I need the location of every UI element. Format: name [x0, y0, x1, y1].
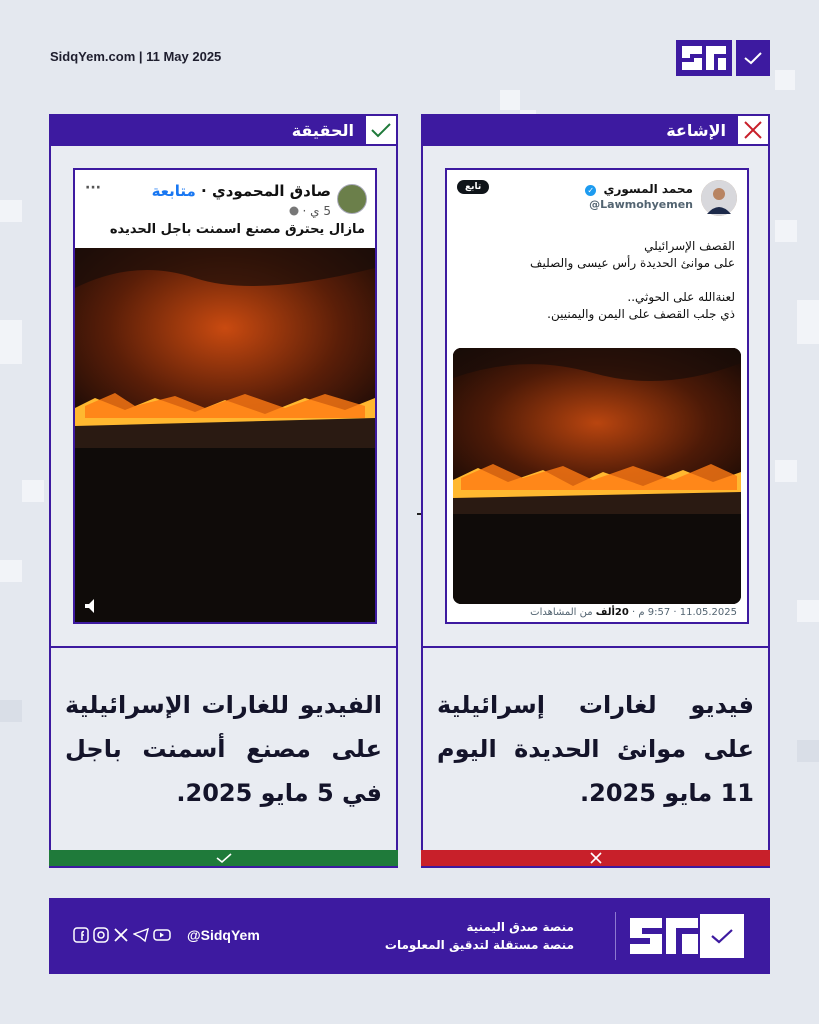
- fire-video[interactable]: [453, 348, 741, 604]
- check-icon: [364, 114, 398, 146]
- bg-pixel: [797, 600, 819, 622]
- instagram-icon[interactable]: [93, 927, 109, 943]
- tweet-handle[interactable]: @Lawmohyemen: [589, 198, 693, 211]
- globe-icon: [289, 204, 299, 218]
- check-icon: [700, 914, 744, 958]
- truth-panel-header: [49, 114, 398, 146]
- tweet-text: [455, 238, 735, 323]
- tweet-views-label: من المشاهدات: [530, 607, 593, 618]
- rumor-caption-text: فيديو لغارات إسرائيلية على موانئ الحديدة اليوم 11 مايو 2025.: [437, 691, 754, 807]
- rumor-title: الإشاعة: [666, 120, 726, 140]
- x-icon[interactable]: [113, 927, 129, 943]
- footer-tagline: [385, 918, 574, 954]
- bg-pixel: [0, 560, 22, 582]
- bg-pixel: [775, 70, 795, 90]
- bg-pixel: [797, 740, 819, 762]
- footer-handle[interactable]: @SidqYem: [187, 927, 260, 943]
- author-name[interactable]: محمد المسوري: [603, 182, 693, 196]
- truth-title: الحقيقة: [291, 120, 354, 140]
- follow-link[interactable]: متابعة: [151, 182, 196, 200]
- tweet-time: 11.05.2025 · 9:57 م ·: [631, 607, 737, 618]
- post-header: [75, 170, 375, 236]
- bg-pixel: [775, 460, 797, 482]
- rumor-panel-header: [421, 114, 770, 146]
- rumor-panel: [421, 114, 770, 868]
- tweet-line: على موانئ الحديدة رأس عيسى والصليف: [530, 256, 735, 270]
- false-bar: [421, 850, 770, 866]
- footer-divider: [615, 912, 616, 960]
- true-bar: [49, 850, 398, 866]
- more-options-icon[interactable]: ···: [85, 180, 101, 196]
- verified-icon: ✓: [585, 185, 596, 196]
- truth-caption-text: الفيديو للغارات الإسرائيلية على مصنع أسمنت باجل في 5 مايو 2025.: [65, 691, 382, 807]
- sidq-logo: [628, 914, 700, 958]
- site-date-line: SidqYem.com | 11 May 2025: [50, 49, 222, 64]
- author-name[interactable]: صادق المحمودي: [211, 182, 331, 200]
- truth-caption: [51, 646, 396, 850]
- rumor-caption: [423, 646, 768, 850]
- avatar[interactable]: [701, 180, 737, 216]
- check-icon: [214, 852, 234, 864]
- social-icons: [73, 927, 169, 943]
- footer-line-2: منصة مستقلة لتدقيق المعلومات: [384, 938, 574, 952]
- bg-pixel: [500, 90, 520, 110]
- x-icon: [736, 114, 770, 146]
- fire-video[interactable]: [75, 248, 375, 622]
- tweet-line: القصف الإسرائيلي: [644, 239, 735, 253]
- footer-line-1: منصة صدق اليمنية: [466, 920, 574, 934]
- facebook-post: [73, 168, 377, 624]
- bg-pixel: [775, 220, 797, 242]
- tweet-views-count: 20ألف: [595, 607, 629, 618]
- avatar[interactable]: [337, 184, 367, 214]
- post-author[interactable]: صادق المحمودي · متابعة: [151, 182, 331, 200]
- bg-pixel: [797, 300, 819, 344]
- bg-pixel: [0, 200, 22, 222]
- tweet-author[interactable]: [585, 182, 693, 196]
- footer-bar: [49, 898, 770, 974]
- post-time: 5 ي ·: [302, 204, 331, 218]
- tweet-line: لعنةالله على الحوثي..: [627, 290, 735, 304]
- check-icon: [736, 40, 770, 76]
- brand-logo[interactable]: [676, 40, 770, 76]
- truth-panel: [49, 114, 398, 868]
- facebook-icon[interactable]: [73, 927, 89, 943]
- tweet-meta: [530, 607, 737, 618]
- tweet-line: ذي جلب القصف على اليمن واليمنيين.: [547, 307, 735, 321]
- bg-pixel: [22, 480, 44, 502]
- follow-button[interactable]: تابع: [457, 180, 489, 194]
- sidq-logo: [676, 40, 732, 76]
- bg-pixel: [0, 700, 22, 722]
- youtube-icon[interactable]: [153, 927, 169, 943]
- bg-pixel: [0, 320, 22, 364]
- post-text: مازال يحترق مصنع اسمنت باجل الحديده: [109, 222, 365, 237]
- post-meta: [289, 204, 331, 218]
- x-icon: [589, 852, 603, 864]
- telegram-icon[interactable]: [133, 927, 149, 943]
- tweet: [445, 168, 749, 624]
